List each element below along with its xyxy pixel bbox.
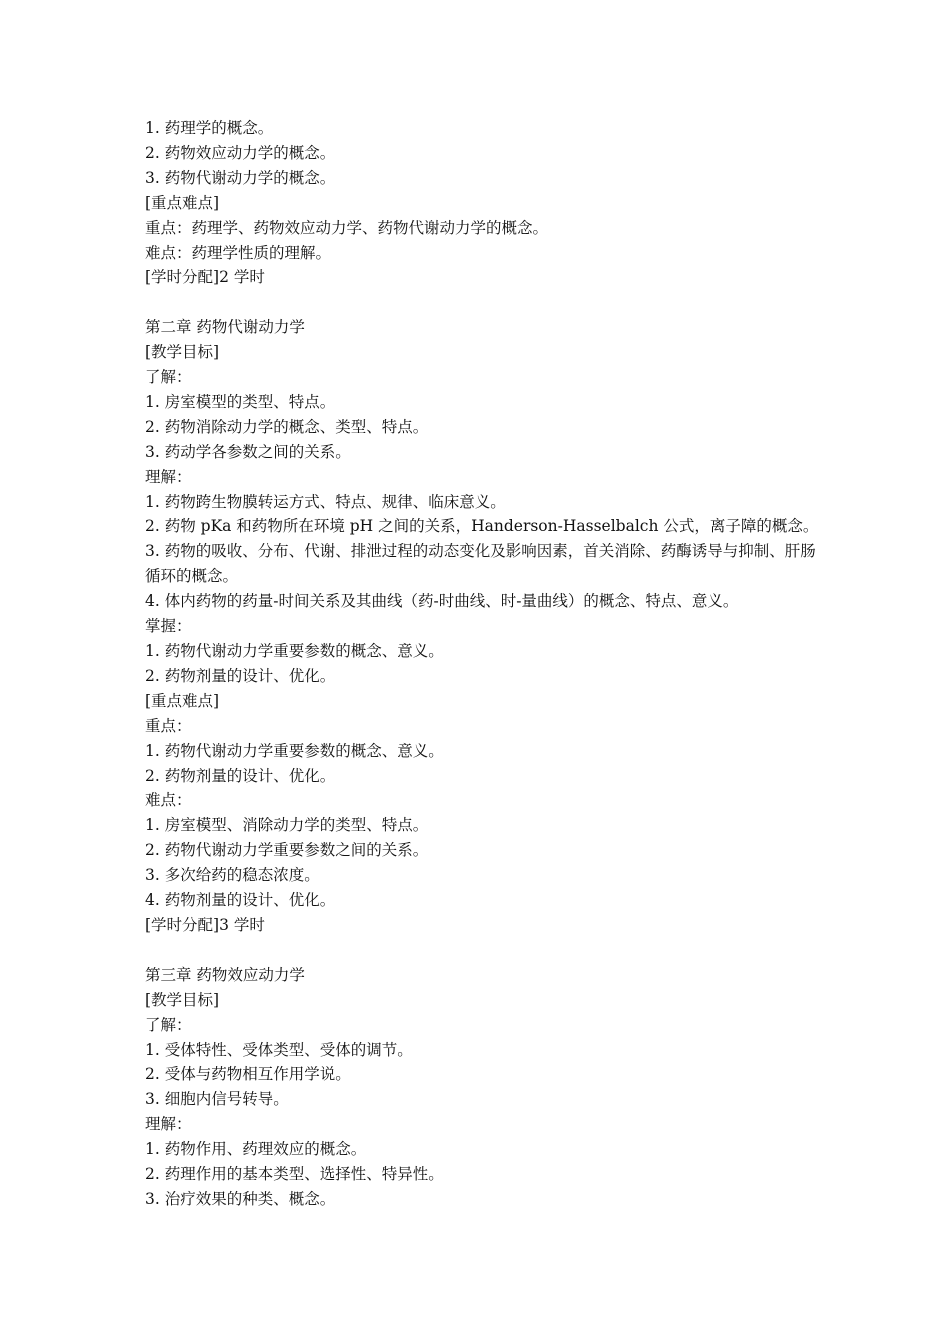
text-line: 1. 药物代谢动力学重要参数的概念、意义。 bbox=[145, 642, 444, 661]
text-line: [重点难点] bbox=[145, 193, 220, 212]
text-line: 2. 药物效应动力学的概念。 bbox=[145, 143, 336, 162]
text-line: 理解： bbox=[145, 1115, 192, 1134]
chapter-heading: 第三章 药物效应动力学 bbox=[145, 965, 305, 984]
text-line: 2. 受体与药物相互作用学说。 bbox=[145, 1065, 351, 1084]
text-line: 2. 药物剂量的设计、优化。 bbox=[145, 766, 336, 785]
text-line: 重点：药理学、药物效应动力学、药物代谢动力学的概念。 bbox=[145, 218, 549, 237]
text-line: 3. 药物的吸收、分布、代谢、排泄过程的动态变化及影响因素，首关消除、药酶诱导与抑制、肝肠循环的概念。 bbox=[145, 542, 816, 586]
text-line: [学时分配]3 学时 bbox=[145, 915, 265, 934]
text-line: 4. 体内药物的药量-时间关系及其曲线（药-时曲线、时-量曲线）的概念、特点、意义。 bbox=[145, 592, 739, 611]
text-line: 1. 药物代谢动力学重要参数的概念、意义。 bbox=[145, 741, 444, 760]
text-line: 1. 药物跨生物膜转运方式、特点、规律、临床意义。 bbox=[145, 492, 506, 511]
text-line: 3. 治疗效果的种类、概念。 bbox=[145, 1189, 336, 1208]
text-line: 2. 药物代谢动力学重要参数之间的关系。 bbox=[145, 841, 429, 860]
paragraph-spacer bbox=[145, 290, 825, 315]
text-line: 了解： bbox=[145, 1015, 192, 1034]
text-line: 3. 细胞内信号转导。 bbox=[145, 1090, 289, 1109]
text-line: 2. 药物消除动力学的概念、类型、特点。 bbox=[145, 417, 429, 436]
text-line: [重点难点] bbox=[145, 691, 220, 710]
text-line: 4. 药物剂量的设计、优化。 bbox=[145, 891, 336, 910]
text-line: 理解： bbox=[145, 467, 192, 486]
text-line: 3. 药动学各参数之间的关系。 bbox=[145, 442, 351, 461]
text-line: 1. 受体特性、受体类型、受体的调节。 bbox=[145, 1040, 413, 1059]
text-line: 难点： bbox=[145, 791, 192, 810]
text-line: [教学目标] bbox=[145, 343, 220, 362]
text-line: 2. 药物剂量的设计、优化。 bbox=[145, 666, 336, 685]
text-line: 2. 药物 pKa 和药物所在环境 pH 之间的关系，Handerson-Hasselbalch 公式，离子障的概念。 bbox=[145, 517, 819, 536]
text-line: 1. 房室模型的类型、特点。 bbox=[145, 392, 336, 411]
document-page bbox=[145, 116, 825, 1212]
text-line: 1. 房室模型、消除动力学的类型、特点。 bbox=[145, 816, 429, 835]
text-line: 1. 药理学的概念。 bbox=[145, 119, 274, 137]
text-line: [学时分配]2 学时 bbox=[145, 268, 265, 287]
text-line: 3. 多次给药的稳态浓度。 bbox=[145, 866, 320, 885]
text-line: 掌握： bbox=[145, 617, 192, 636]
text-line: 了解： bbox=[145, 368, 192, 387]
text-line: 重点： bbox=[145, 716, 192, 735]
text-line: [教学目标] bbox=[145, 990, 220, 1009]
chapter-heading: 第二章 药物代谢动力学 bbox=[145, 318, 305, 337]
paragraph-spacer bbox=[145, 938, 825, 963]
text-line: 3. 药物代谢动力学的概念。 bbox=[145, 168, 336, 187]
text-line: 2. 药理作用的基本类型、选择性、特异性。 bbox=[145, 1165, 444, 1184]
text-line: 1. 药物作用、药理效应的概念。 bbox=[145, 1140, 367, 1159]
text-line: 难点：药理学性质的理解。 bbox=[145, 243, 332, 262]
